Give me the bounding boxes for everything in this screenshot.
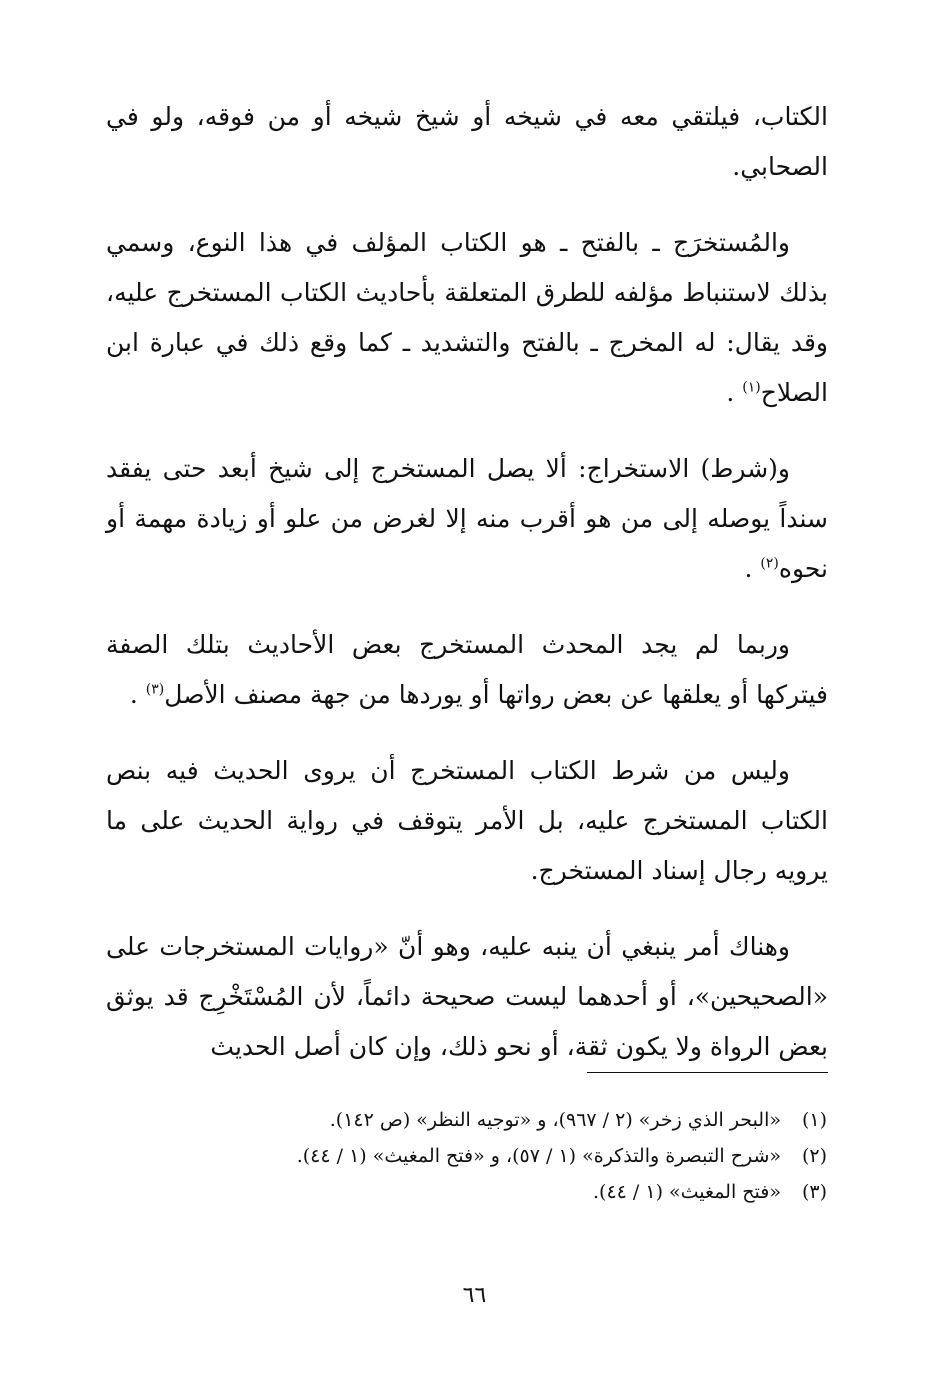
footnote-number: (١) — [801, 1109, 827, 1131]
footnote-3 — [207, 1174, 827, 1210]
paragraph-1-text: الكتاب، فيلتقي معه في شيخه أو شيخ شيخه أو من فوقه، ولو في الصحابي. — [106, 102, 828, 181]
footnote-text: «شرح التبصرة والتذكرة» (١ / ٥٧)، و «فتح المغيث» (١ / ٤٤). — [296, 1145, 781, 1167]
paragraph-4 — [106, 620, 828, 720]
paragraph-5-text: وليس من شرط الكتاب المستخرج أن يروى الحديث فيه بنص الكتاب المستخرج عليه، بل الأمر يتوقف في رواية الحديث على ما يرويه رجال إسناد المستخرج. — [106, 756, 828, 885]
footnote-text: «فتح المغيث» (١ / ٤٤). — [592, 1181, 781, 1203]
paragraph-3-end: . — [744, 554, 761, 583]
footnote-ref-1[interactable]: (١) — [742, 379, 761, 396]
paragraph-2-end: . — [726, 378, 743, 407]
paragraph-2 — [106, 218, 828, 418]
paragraph-3 — [106, 444, 828, 594]
footnote-2 — [207, 1138, 827, 1174]
footnote-number: (٣) — [801, 1181, 827, 1203]
footnote-separator — [587, 1072, 828, 1073]
paragraph-3-text: و(شرط) الاستخراج: ألا يصل المستخرج إلى شيخ أبعد حتى يفقد سنداً يوصله إلى من هو أقرب منه إلا لغرض من علو أو زيادة مهمة أو نحوه — [106, 454, 828, 583]
paragraph-5 — [106, 746, 828, 896]
footnote-ref-2[interactable]: (٢) — [760, 555, 779, 572]
page-number: ٦٦ — [462, 1283, 487, 1308]
paragraph-4-end: . — [129, 680, 146, 709]
paragraph-6-text: وهناك أمر ينبغي أن ينبه عليه، وهو أنّ «روايات المستخرجات على «الصحيحين»، أو أحدهما ليست صحيحة دائماً، لأن المُسْتَخْرِج قد يوثق بعض الرواة ولا يكون ثقة، أو نحو ذلك، وإن كان أصل الحديث — [106, 932, 828, 1061]
footnote-1 — [207, 1102, 827, 1138]
footnote-text: «البحر الذي زخر» (٢ / ٩٦٧)، و «توجيه النظر» (ص ١٤٢). — [329, 1109, 781, 1131]
footnote-number: (٢) — [801, 1145, 827, 1167]
paragraph-2-text: والمُستخرَج ـ بالفتح ـ هو الكتاب المؤلف في هذا النوع، وسمي بذلك لاستنباط مؤلفه للطرق المتعلقة بأحاديث الكتاب المستخرج عليه، وقد يقال: له المخرج ـ بالفتح والتشديد ـ كما وقع ذلك في عبارة ابن الصلاح — [106, 228, 828, 407]
footnotes-list — [207, 1102, 827, 1210]
paragraph-4-text: وربما لم يجد المحدث المستخرج بعض الأحاديث بتلك الصفة فيتركها أو يعلقها عن بعض رواتها أو يوردها من جهة مصنف الأصل — [106, 630, 828, 709]
paragraph-1 — [106, 92, 828, 192]
main-text — [106, 92, 828, 1098]
paragraph-6 — [106, 922, 828, 1072]
footnote-ref-3[interactable]: (٣) — [145, 681, 165, 698]
